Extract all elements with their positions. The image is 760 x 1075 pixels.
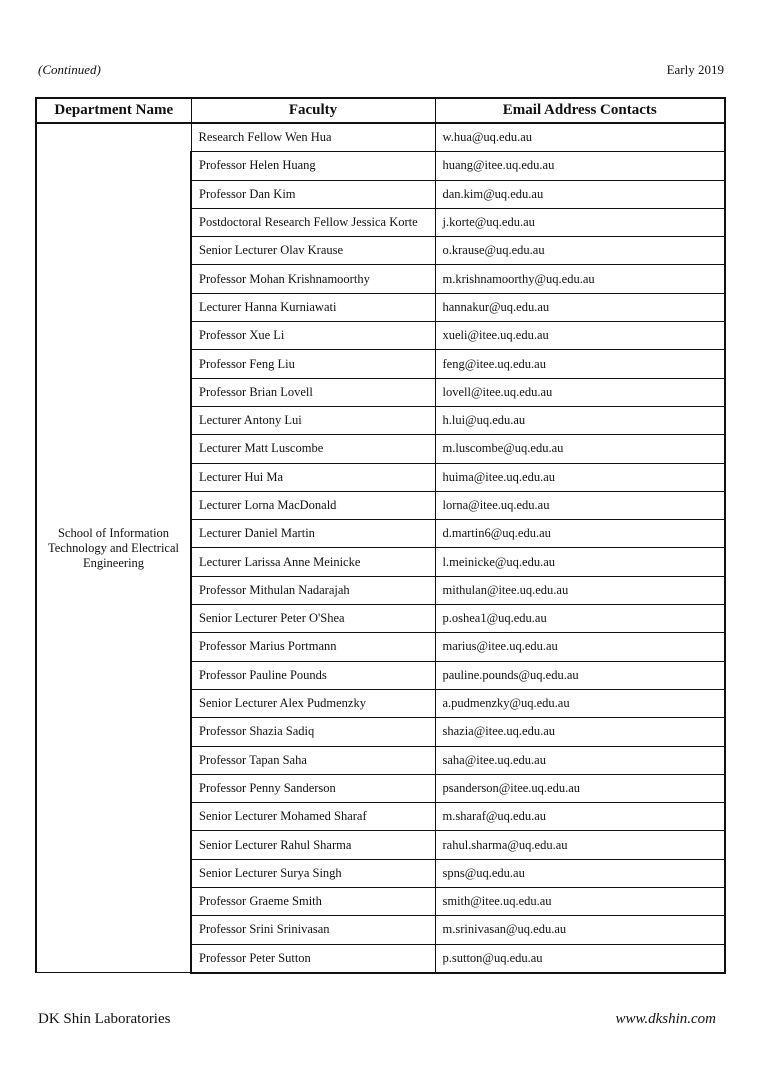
email-cell: p.sutton@uq.edu.au bbox=[435, 944, 725, 973]
column-header-faculty: Faculty bbox=[191, 98, 435, 123]
faculty-cell: Professor Penny Sanderson bbox=[191, 774, 435, 802]
faculty-cell: Research Fellow Wen Hua bbox=[191, 123, 435, 152]
email-cell: m.luscombe@uq.edu.au bbox=[435, 435, 725, 463]
email-cell: m.sharaf@uq.edu.au bbox=[435, 803, 725, 831]
faculty-cell: Postdoctoral Research Fellow Jessica Korte bbox=[191, 208, 435, 236]
faculty-cell: Professor Tapan Saha bbox=[191, 746, 435, 774]
faculty-cell: Senior Lecturer Peter O'Shea bbox=[191, 605, 435, 633]
faculty-cell: Senior Lecturer Alex Pudmenzky bbox=[191, 689, 435, 717]
faculty-cell: Lecturer Daniel Martin bbox=[191, 520, 435, 548]
email-cell: j.korte@uq.edu.au bbox=[435, 208, 725, 236]
email-cell: huima@itee.uq.edu.au bbox=[435, 463, 725, 491]
email-cell: m.krishnamoorthy@uq.edu.au bbox=[435, 265, 725, 293]
email-cell: a.pudmenzky@uq.edu.au bbox=[435, 689, 725, 717]
faculty-cell: Lecturer Hui Ma bbox=[191, 463, 435, 491]
column-header-email: Email Address Contacts bbox=[435, 98, 725, 123]
email-cell: saha@itee.uq.edu.au bbox=[435, 746, 725, 774]
table-row bbox=[36, 123, 725, 152]
email-cell: huang@itee.uq.edu.au bbox=[435, 152, 725, 180]
faculty-cell: Professor Peter Sutton bbox=[191, 944, 435, 973]
email-cell: p.oshea1@uq.edu.au bbox=[435, 605, 725, 633]
faculty-cell: Professor Helen Huang bbox=[191, 152, 435, 180]
faculty-cell: Senior Lecturer Surya Singh bbox=[191, 859, 435, 887]
email-cell: pauline.pounds@uq.edu.au bbox=[435, 661, 725, 689]
faculty-cell: Professor Srini Srinivasan bbox=[191, 916, 435, 944]
faculty-cell: Lecturer Larissa Anne Meinicke bbox=[191, 548, 435, 576]
faculty-cell: Professor Mohan Krishnamoorthy bbox=[191, 265, 435, 293]
email-cell: rahul.sharma@uq.edu.au bbox=[435, 831, 725, 859]
email-cell: m.srinivasan@uq.edu.au bbox=[435, 916, 725, 944]
faculty-cell: Lecturer Lorna MacDonald bbox=[191, 491, 435, 519]
email-cell: mithulan@itee.uq.edu.au bbox=[435, 576, 725, 604]
faculty-cell: Senior Lecturer Olav Krause bbox=[191, 237, 435, 265]
faculty-cell: Professor Brian Lovell bbox=[191, 378, 435, 406]
email-cell: dan.kim@uq.edu.au bbox=[435, 180, 725, 208]
header-row bbox=[36, 98, 725, 123]
faculty-cell: Professor Dan Kim bbox=[191, 180, 435, 208]
faculty-cell: Professor Graeme Smith bbox=[191, 888, 435, 916]
email-cell: l.meinicke@uq.edu.au bbox=[435, 548, 725, 576]
email-cell: xueli@itee.uq.edu.au bbox=[435, 322, 725, 350]
email-cell: hannakur@uq.edu.au bbox=[435, 293, 725, 321]
email-cell: smith@itee.uq.edu.au bbox=[435, 888, 725, 916]
table-header bbox=[36, 98, 725, 123]
email-cell: lovell@itee.uq.edu.au bbox=[435, 378, 725, 406]
faculty-cell: Senior Lecturer Mohamed Sharaf bbox=[191, 803, 435, 831]
faculty-cell: Professor Feng Liu bbox=[191, 350, 435, 378]
email-cell: feng@itee.uq.edu.au bbox=[435, 350, 725, 378]
table-body bbox=[36, 123, 725, 973]
department-name-cell: School of Information Technology and Electrical Engineering bbox=[36, 123, 191, 973]
faculty-cell: Lecturer Antony Lui bbox=[191, 406, 435, 434]
contacts-table bbox=[35, 97, 726, 974]
email-cell: h.lui@uq.edu.au bbox=[435, 406, 725, 434]
email-cell: psanderson@itee.uq.edu.au bbox=[435, 774, 725, 802]
email-cell: marius@itee.uq.edu.au bbox=[435, 633, 725, 661]
email-cell: o.krause@uq.edu.au bbox=[435, 237, 725, 265]
column-header-department: Department Name bbox=[36, 98, 191, 123]
faculty-cell: Professor Mithulan Nadarajah bbox=[191, 576, 435, 604]
email-cell: lorna@itee.uq.edu.au bbox=[435, 491, 725, 519]
contacts-table-container bbox=[35, 97, 724, 974]
faculty-cell: Senior Lecturer Rahul Sharma bbox=[191, 831, 435, 859]
faculty-cell: Professor Pauline Pounds bbox=[191, 661, 435, 689]
faculty-cell: Professor Xue Li bbox=[191, 322, 435, 350]
email-cell: spns@uq.edu.au bbox=[435, 859, 725, 887]
continued-label: (Continued) bbox=[38, 62, 101, 77]
faculty-cell: Lecturer Matt Luscombe bbox=[191, 435, 435, 463]
date-label: Early 2019 bbox=[666, 62, 724, 77]
email-cell: w.hua@uq.edu.au bbox=[435, 123, 725, 152]
faculty-cell: Professor Shazia Sadiq bbox=[191, 718, 435, 746]
email-cell: d.martin6@uq.edu.au bbox=[435, 520, 725, 548]
email-cell: shazia@itee.uq.edu.au bbox=[435, 718, 725, 746]
footer-company: DK Shin Laboratories bbox=[38, 1011, 171, 1027]
footer-website: www.dkshin.com bbox=[615, 1011, 716, 1027]
faculty-cell: Professor Marius Portmann bbox=[191, 633, 435, 661]
faculty-cell: Lecturer Hanna Kurniawati bbox=[191, 293, 435, 321]
